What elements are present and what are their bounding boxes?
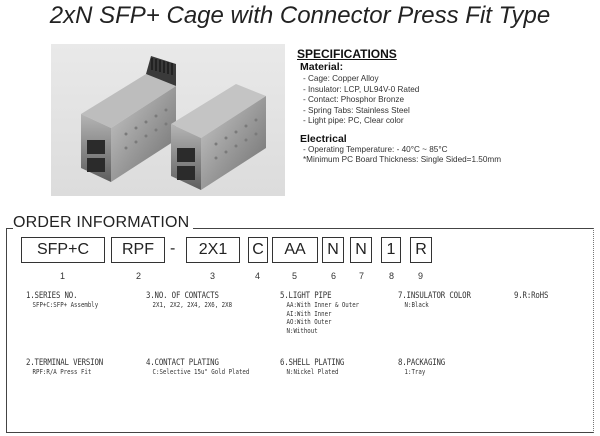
position-number: 2 [136,271,142,281]
category-rohs [514,291,556,301]
material-item: - Light pipe: PC, Clear color [303,116,404,126]
code-box-insulator: N [350,237,372,263]
position-number: 3 [210,271,216,281]
material-item: - Spring Tabs: Stainless Steel [303,105,410,115]
category-detail: N:Black [404,301,429,309]
category-light-pipe [280,291,377,335]
electrical-item: - Operating Temperature: - 40°C ~ 85°C [303,145,448,154]
category-detail: N:Nickel Plated [286,368,339,376]
category-contact-plating [146,358,272,377]
category-detail: AO:With Outer [286,318,332,327]
position-number: 4 [255,271,261,281]
position-number: 9 [418,271,424,281]
material-list [303,74,419,127]
electrical-list [303,145,448,156]
category-packaging [398,358,455,377]
category-detail: AA:With Inner & Outer [286,301,360,309]
cage-right [171,84,266,190]
category-detail: N:Without [286,326,318,335]
sfp-cage-illustration [51,44,285,196]
position-number: 5 [292,271,298,281]
category-detail: SFP+C:SFP+ Assembly [32,301,99,309]
category-detail: RPF:R/A Press Fit [32,368,92,376]
category-detail: 2X1, 2X2, 2X4, 2X6, 2X8 [152,301,233,309]
code-box-shell: N [322,237,344,263]
code-box-terminal: RPF [111,237,165,263]
position-number: 1 [60,271,66,281]
category-detail: 1:Tray [404,368,426,376]
position-number: 6 [331,271,337,281]
category-detail: C:Selective 15u" Gold Plated [152,368,250,376]
category-heading: 8.PACKAGING [398,358,446,368]
category-terminal-version [26,358,120,377]
code-box-series: SFP+C [21,237,105,263]
electrical-label: Electrical [300,133,347,145]
category-heading: 4.CONTACT PLATING [146,358,219,368]
product-photo [51,44,285,196]
pcb-thickness-note: *Minimum PC Board Thickness: Single Sided=1.50mm [303,155,502,164]
category-shell-plating [280,358,358,377]
category-detail: AI:With Inner [286,309,332,318]
code-box-light-pipe: AA [272,237,318,263]
code-box-rohs: R [410,237,432,263]
category-heading: 6.SHELL PLATING [280,358,345,368]
material-label: Material: [300,61,344,73]
category-insulator-color [398,291,487,310]
specifications-heading: SPECIFICATIONS [297,47,397,61]
category-no-of-contacts [146,291,251,310]
code-box-contacts: 2X1 [186,237,240,263]
category-heading: 7.INSULATOR COLOR [398,291,471,301]
page-title: 2xN SFP+ Cage with Connector Press Fit Type [49,2,551,29]
category-heading: 9.R:RoHS [514,291,549,301]
category-heading: 2.TERMINAL VERSION [26,358,104,368]
code-box-plating: C [248,237,268,263]
material-item: - Insulator: LCP, UL94V-0 Rated [303,84,420,94]
material-item: - Cage: Copper Alloy [303,74,379,83]
category-heading: 1.SERIES NO. [26,291,78,301]
order-information-title: ORDER INFORMATION [13,214,193,232]
code-dash: - [170,240,176,257]
position-number: 7 [359,271,365,281]
code-box-packaging: 1 [381,237,401,263]
position-number: 8 [389,271,395,281]
cage-left [81,56,176,182]
category-heading: 3.NO. OF CONTACTS [146,291,219,301]
category-series-no [26,291,114,310]
category-heading: 5.LIGHT PIPE [280,291,332,301]
material-item: - Contact: Phosphor Bronze [303,95,405,105]
